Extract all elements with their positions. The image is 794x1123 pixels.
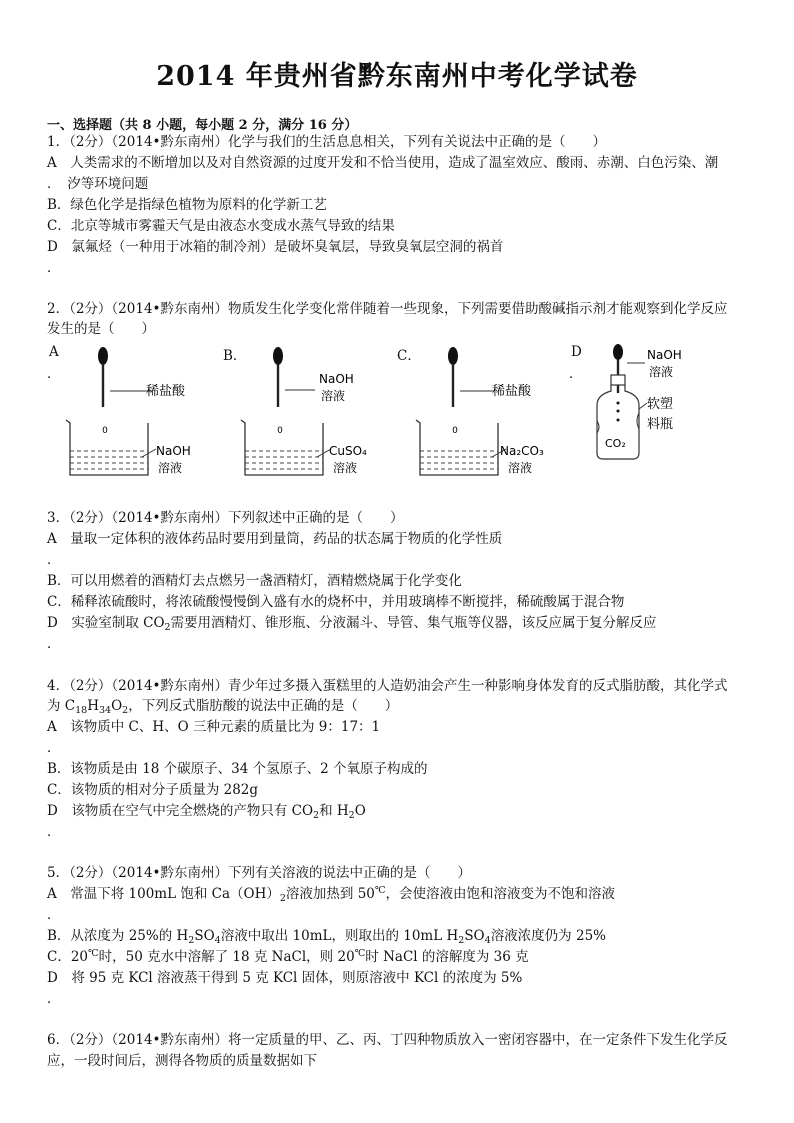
page-title: 2014 年贵州省黔东南州中考化学试卷 (156, 61, 638, 92)
q2-option-d-label: D (571, 344, 582, 360)
q1-option-c: C．北京等城市雾霾天气是由液态水变成水蒸气导致的结果 (47, 218, 395, 234)
figure-a-dropper-beaker (60, 345, 210, 480)
q2-option-a-label: A (49, 344, 59, 360)
q4-option-a: A 该物质中 C、H、O 三种元素的质量比为 9：17：1 (47, 719, 381, 735)
q5-option-a-cont: ． (47, 907, 61, 923)
dropper-label-2: 溶液 (649, 365, 674, 379)
beaker-zero-mark: 0 (452, 426, 458, 436)
section-heading: 一、选择题（共 8 小题，每小题 2 分，满分 16 分） (47, 118, 358, 133)
gas-label: CO₂ (605, 437, 626, 450)
q4-option-a-cont: ． (47, 740, 61, 756)
q5-option-d-cont: ． (47, 991, 61, 1007)
dropper-bulb (273, 347, 283, 365)
figure-c-dropper-beaker (410, 345, 560, 480)
q4-option-c: C．该物质的相对分子质量为 282g (47, 782, 259, 798)
q4-stem: 4．（2分）（2014•黔东南州）青少年过多摄入蛋糕里的人造奶油会产生一种影响身体发育的反式脂肪酸，其化学式 (47, 678, 728, 694)
q3-option-d: D 实验室制取 $CO_2$需要用酒精灯、锥形瓶、分液漏斗、导管、集气瓶等仪器，该反应属于复分解反应 (47, 615, 657, 633)
q1-option-d: D 氯氟烃（一种用于冰箱的制冷剂）是破坏臭氧层，导致臭氧层空洞的祸首 (47, 239, 504, 255)
q2-option-a-dot: ． (47, 366, 61, 382)
q1-option-b: B．绿色化学是指绿色植物为原料的化学新工艺 (47, 197, 327, 213)
dropper-label-2: 溶液 (321, 389, 346, 403)
q5-option-b: B．从浓度为 25%的 $H_2SO_4$溶液中取出 10mL，则取出的 10mL $H_2SO_4$溶液浓度仍为 25% (47, 928, 606, 946)
q1-option-d-cont: ． (47, 260, 61, 276)
q3-option-b: B．可以用燃着的酒精灯去点燃另一盏酒精灯，酒精燃烧属于化学变化 (47, 573, 462, 589)
figure-b-dropper-beaker (235, 345, 385, 480)
dropper-label: 稀盐酸 (492, 384, 532, 399)
beaker-label-1: NaOH (156, 444, 191, 458)
q3-option-a: A 量取一定体积的液体药品时要用到量筒，药品的状态属于物质的化学性质 (47, 531, 503, 547)
q6-stem: 6．（2分）（2014•黔东南州）将一定质量的甲、乙、丙、丁四种物质放入一密闭容器中，在一定条件下发生化学反 (47, 1032, 728, 1048)
figure-d-soft-plastic-bottle (585, 343, 715, 468)
beaker-zero-mark: 0 (277, 426, 283, 436)
q2-option-b-label: B． (223, 348, 247, 364)
dropper-bulb (613, 344, 623, 360)
beaker-label-1: Na₂CO₃ (500, 444, 544, 458)
q2-option-c-label: C． (397, 348, 421, 364)
q4-option-d: D 该物质在空气中完全燃烧的产物只有 $CO_2$和 $H_2O$ (47, 803, 366, 821)
beaker-label-2: 溶液 (158, 461, 183, 475)
beaker-label-2: 溶液 (333, 461, 358, 475)
q1-option-a: A 人类需求的不断增加以及对自然资源的过度开发和不恰当使用，造成了温室效应、酸雨、赤潮、白色污染、潮 (47, 155, 719, 171)
dropper-label-1: NaOH (319, 372, 354, 386)
q5-option-d: D 将 95 克 KCl 溶液蒸干得到 5 克 KCl 固体，则原溶液中 KCl 的浓度为 5% (47, 970, 523, 986)
q4-option-b: B．该物质是由 18 个碳原子、34 个氢原子、2 个氧原子构成的 (47, 761, 428, 777)
q3-option-a-cont: ． (47, 552, 61, 568)
q5-option-a: A 常温下将 100mL 饱和 $Ca(OH)_2$溶液加热到 50℃，会使溶液由饱和溶液变为不饱和溶液 (47, 885, 616, 904)
bottle-label-2: 料瓶 (647, 417, 674, 432)
dropper-bulb (448, 347, 458, 365)
dropper-label: 稀盐酸 (146, 384, 186, 399)
q3-option-d-cont: ． (47, 636, 61, 652)
q4-stem-cont: 为 $C_{18}H_{34}O_2$，下列反式脂肪酸的说法中正确的是（ ） (47, 698, 399, 716)
q1-stem: 1．（2分）（2014•黔东南州）化学与我们的生活息息相关，下列有关说法中正确的是（ ） (47, 134, 606, 150)
beaker-label-2: 溶液 (508, 461, 533, 475)
q6-stem-cont: 应，一段时间后，测得各物质的质量数据如下 (47, 1053, 317, 1069)
q4-option-d-cont: ． (47, 824, 61, 840)
bottle-label-1: 软塑 (647, 397, 674, 412)
q2-stem: 2．（2分）（2014•黔东南州）物质发生化学变化常伴随着一些现象，下列需要借助酸碱指示剂才能观察到化学反应 (47, 301, 728, 317)
dropper-label-1: NaOH (647, 348, 682, 362)
q2-stem-cont: 发生的是（ ） (47, 321, 155, 337)
q3-stem: 3．（2分）（2014•黔东南州）下列叙述中正确的是（ ） (47, 510, 404, 526)
q3-option-c: C．稀释浓硫酸时，将浓硫酸慢慢倒入盛有水的烧杯中，并用玻璃棒不断搅拌，稀硫酸属于混合物 (47, 594, 625, 610)
q1-option-a-cont: ． 汐等环境问题 (47, 176, 149, 192)
dropper-bulb (98, 347, 108, 365)
q5-option-c: C．20℃时，50 克水中溶解了 18 克 NaCl，则 20℃时 NaCl 的溶解度为 36 克 (47, 948, 529, 965)
bottle-stopper (611, 375, 625, 385)
beaker-zero-mark: 0 (102, 426, 108, 436)
beaker-label-1: CuSO₄ (329, 444, 367, 458)
q5-stem: 5．（2分）（2014•黔东南州）下列有关溶液的说法中正确的是（ ） (47, 865, 471, 881)
q2-option-d-dot: ． (569, 366, 583, 382)
